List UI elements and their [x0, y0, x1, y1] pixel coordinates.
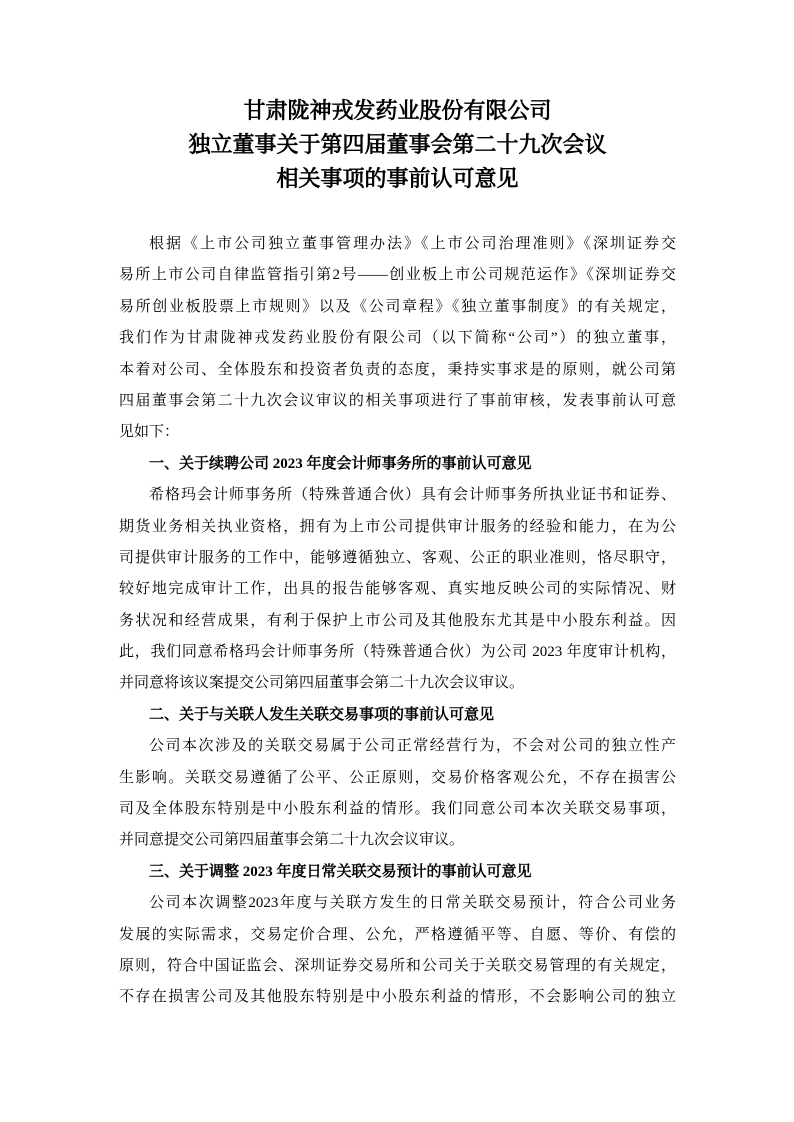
section-heading: 三、关于调整 2023 年度日常关联交易预计的事前认可意见 [149, 863, 532, 880]
document-title [119, 94, 676, 196]
paragraph-line: 原则，符合中国证监会、深圳证券交易所和公司关于关联交易管理的有关规定， [119, 957, 676, 974]
paragraph-line: 司提供审计服务的工作中，能够遵循独立、客观、公正的职业准则，恪尽职守， [119, 549, 676, 566]
section-heading: 二、关于与关联人发生关联交易事项的事前认可意见 [149, 706, 495, 723]
paragraph-line: 并同意将该议案提交公司第四届董事会第二十九次会议审议。 [119, 675, 525, 692]
section-heading: 一、关于续聘公司 2023 年度会计师事务所的事前认可意见 [149, 455, 532, 472]
document-title-line-2: 独立董事关于第四届董事会第二十九次会议 [188, 132, 607, 157]
paragraph-line: 司及全体股东特别是中小股东利益的情形。我们同意公司本次关联交易事项， [119, 801, 676, 818]
document-title-line-3: 相关事项的事前认可意见 [276, 166, 519, 191]
paragraph-line: 易所上市公司自律监管指引第2号——创业板上市公司规范运作》《深圳证券交 [119, 267, 676, 284]
paragraph-line: 较好地完成审计工作，出具的报告能够客观、真实地反映公司的实际情况、财 [119, 581, 676, 598]
document-title-line-1: 甘肃陇神戎发药业股份有限公司 [243, 98, 552, 123]
paragraph-line: 本着对公司、全体股东和投资者负责的态度，秉持实事求是的原则，就公司第 [119, 361, 676, 378]
paragraph-line: 不存在损害公司及其他股东特别是中小股东利益的情形，不会影响公司的独立 [119, 989, 676, 1006]
paragraph-line: 发展的实际需求，交易定价合理、公允，严格遵循平等、自愿、等价、有偿的 [119, 926, 676, 943]
paragraph-line: 期货业务相关执业资格，拥有为上市公司提供审计服务的经验和能力，在为公 [119, 518, 676, 535]
document-body [119, 229, 676, 1014]
paragraph-line: 此，我们同意希格玛会计师事务所（特殊普通合伙）为公司 2023 年度审计机构， [119, 644, 676, 661]
paragraph-line: 易所创业板股票上市规则》以及《公司章程》《独立董事制度》的有关规定， [119, 298, 676, 315]
paragraph-line: 希格玛会计师事务所（特殊普通合伙）具有会计师事务所执业证书和证券、 [149, 487, 676, 504]
paragraph-line: 生影响。关联交易遵循了公平、公正原则，交易价格客观公允，不存在损害公 [119, 769, 676, 786]
paragraph-line: 公司本次调整2023年度与关联方发生的日常关联交易预计，符合公司业务 [149, 895, 676, 912]
paragraph-line: 四届董事会第二十九次会议审议的相关事项进行了事前审核，发表事前认可意 [119, 392, 676, 409]
paragraph-line: 我们作为甘肃陇神戎发药业股份有限公司（以下简称“公司”）的独立董事， [119, 330, 676, 347]
paragraph-line: 公司本次涉及的关联交易属于公司正常经营行为，不会对公司的独立性产 [149, 738, 676, 755]
paragraph-line: 务状况和经营成果，有利于保护上市公司及其他股东尤其是中小股东利益。因 [119, 612, 676, 629]
paragraph-line: 并同意提交公司第四届董事会第二十九次会议审议。 [119, 832, 465, 849]
paragraph-line: 见如下： [119, 424, 180, 441]
paragraph-line: 根据《上市公司独立董事管理办法》《上市公司治理准则》《深圳证券交 [149, 236, 676, 252]
